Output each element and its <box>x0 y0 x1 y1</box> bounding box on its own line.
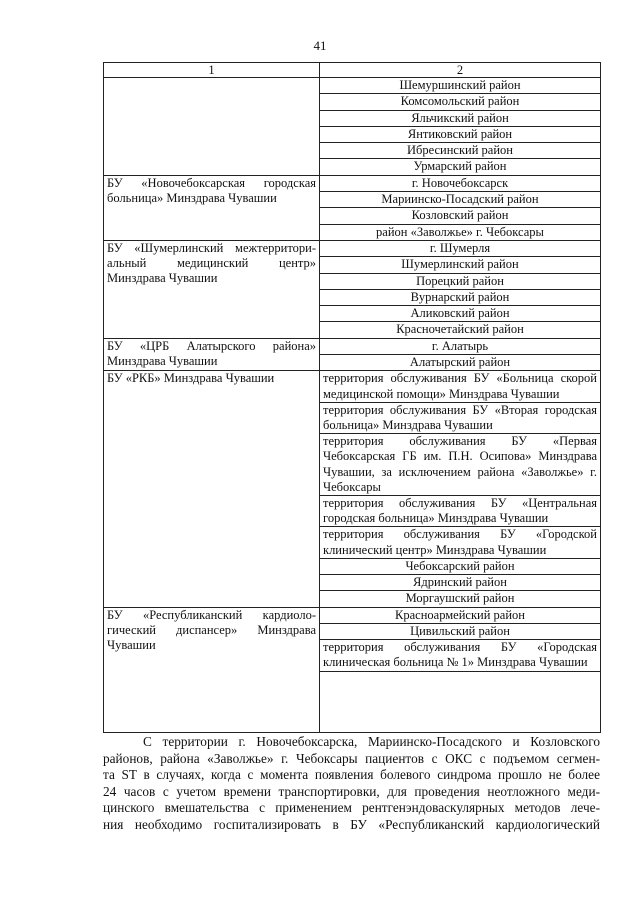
table-row <box>104 78 601 94</box>
territory-cell: территория обслуживания БУ «Городская клиническая больница № 1» Минздрава Чувашии <box>320 640 601 671</box>
paragraph-line: 24 часов с учетом времени транспортировки, для проведения неотложного меди- <box>103 783 600 799</box>
territory-cell: Яльчикский район <box>320 110 601 126</box>
territory-cell: территория обслуживания БУ «Центральная городская больница» Минздрава Чувашии <box>320 495 601 526</box>
table-body <box>104 78 601 733</box>
table-row <box>104 338 601 354</box>
territory-cell: Порецкий район <box>320 273 601 289</box>
territory-cell: г. Алатырь <box>320 338 601 354</box>
territory-cell: Шемуршинский район <box>320 78 601 94</box>
territory-cell: Янтиковский район <box>320 126 601 142</box>
territory-cell: Чебоксарский район <box>320 558 601 574</box>
institution-cell <box>104 78 320 176</box>
territory-cell: Аликовский район <box>320 306 601 322</box>
territory-cell: Цивильский район <box>320 623 601 639</box>
territory-cell: Козловский район <box>320 208 601 224</box>
column-header-2: 2 <box>320 63 601 78</box>
body-paragraph <box>103 734 600 834</box>
territory-cell: Комсомольский район <box>320 94 601 110</box>
territory-cell: Мариинско-Посадский район <box>320 192 601 208</box>
territory-cell: Ибресинский район <box>320 143 601 159</box>
institution-cell: БУ «РКБ» Минздрава Чувашии <box>104 371 320 607</box>
institution-cell: БУ «Новочебоксарская городская больница» Минздрава Чувашии <box>104 175 320 240</box>
table-row <box>104 607 601 623</box>
territory-cell: г. Шумерля <box>320 240 601 256</box>
table-row <box>104 175 601 191</box>
empty-cell <box>320 671 601 732</box>
paragraph-line: С территории г. Новочебоксарска, Мариинско-Посадского и Козловского <box>143 734 600 749</box>
territory-cell: территория обслуживания БУ «Вторая городская больница» Минздрава Чувашии <box>320 402 601 433</box>
territory-cell: Урмарский район <box>320 159 601 175</box>
territory-cell: Моргаушский район <box>320 591 601 607</box>
table-header-row <box>104 63 601 78</box>
territory-cell: Вурнарский район <box>320 289 601 305</box>
paragraph-line: ния необходимо госпитализировать в БУ «Республиканский кардиологический <box>103 816 600 832</box>
territory-cell: район «Заволжье» г. Чебоксары <box>320 224 601 240</box>
territory-cell: Красноармейский район <box>320 607 601 623</box>
table-row <box>104 371 601 402</box>
institution-cell: БУ «Шумерлинский межтерриториальный медицинский центр» Минздрава Чувашии <box>104 240 320 338</box>
distribution-table <box>103 62 601 733</box>
territory-cell: Красночетайский район <box>320 322 601 338</box>
paragraph-line: районов, района «Заволжье» г. Чебоксары пациентов с ОКС с подъемом сегмен- <box>103 750 600 766</box>
column-header-1: 1 <box>104 63 320 78</box>
territory-cell: г. Новочебоксарск <box>320 175 601 191</box>
paragraph-line: та ST в случаях, когда с момента появления болевого синдрома прошло не более <box>103 767 600 783</box>
territory-cell: Шумерлинский район <box>320 257 601 273</box>
institution-cell: БУ «Республиканский кардиологический диспансер» Минздрава Чувашии <box>104 607 320 732</box>
table-row <box>104 240 601 256</box>
page-number: 41 <box>313 38 327 53</box>
territory-cell: территория обслуживания БУ «Больница скорой медицинской помощи» Минздрава Чувашии <box>320 371 601 402</box>
institution-cell: БУ «ЦРБ Алатырского района» Минздрава Чувашии <box>104 338 320 371</box>
territory-cell: Алатырский район <box>320 355 601 371</box>
territory-cell: территория обслуживания БУ «Городской клинический центр» Минздрава Чувашии <box>320 527 601 558</box>
paragraph-line: цинского вмешательства с применением рентгенэндоваскулярных методов лече- <box>103 800 600 816</box>
territory-cell: территория обслуживания БУ «Первая Чебоксарская ГБ им. П.Н. Осипова» Минздрава Чувашии, за исключением района «Заволжье» г. Чебоксары <box>320 434 601 496</box>
territory-cell: Ядринский район <box>320 575 601 591</box>
